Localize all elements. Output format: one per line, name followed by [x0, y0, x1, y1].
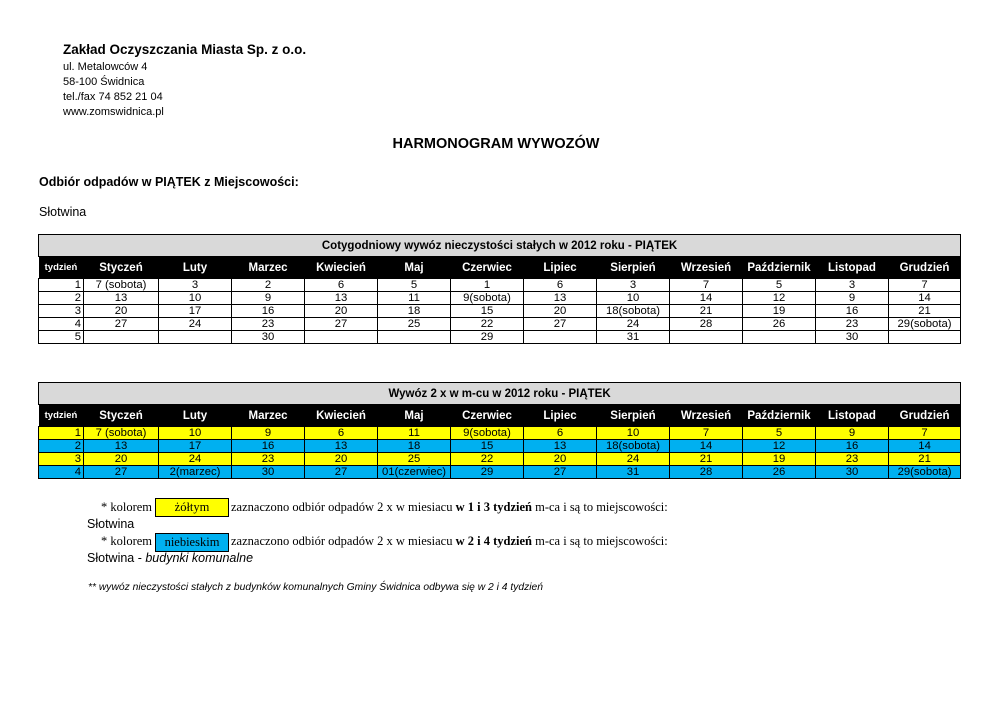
date-cell: 27 [84, 466, 159, 479]
date-cell: 6 [524, 427, 597, 440]
weekly-schedule-table [38, 234, 961, 344]
month-header: Czerwiec [451, 405, 524, 427]
table-caption: Cotygodniowy wywóz nieczystości stałych w 2012 roku - PIĄTEK [39, 235, 961, 257]
month-header: Lipiec [524, 405, 597, 427]
date-cell: 7 [670, 279, 743, 292]
legend-blue-text-before: zaznaczono odbiór odpadów 2 x w miesiacu [231, 534, 453, 548]
address-phone: tel./fax 74 852 21 04 [63, 91, 163, 103]
week-number-cell: 3 [39, 305, 84, 318]
date-cell: 29(sobota) [889, 318, 961, 331]
date-cell: 29 [451, 331, 524, 344]
date-cell: 9 [816, 292, 889, 305]
date-cell: 11 [378, 292, 451, 305]
date-cell: 30 [816, 466, 889, 479]
date-cell: 13 [305, 292, 378, 305]
date-cell: 21 [670, 453, 743, 466]
date-cell: 10 [597, 292, 670, 305]
date-cell: 28 [670, 466, 743, 479]
date-cell [743, 331, 816, 344]
date-cell: 23 [232, 318, 305, 331]
date-cell [159, 331, 232, 344]
month-header: Lipiec [524, 257, 597, 279]
footnote: ** wywóz nieczystości stałych z budynków komunalnych Gminy Świdnica odbywa się w 2 i 4 tydzień [88, 582, 543, 593]
legend-blue-locality-sep: - [134, 551, 146, 565]
date-cell: 6 [305, 427, 378, 440]
legend-yellow-text [231, 500, 668, 515]
date-cell: 7 [889, 427, 961, 440]
date-cell: 21 [889, 453, 961, 466]
month-header: Wrzesień [670, 257, 743, 279]
month-header: Czerwiec [451, 257, 524, 279]
month-header: Marzec [232, 405, 305, 427]
date-cell: 29(sobota) [889, 466, 961, 479]
date-cell [524, 331, 597, 344]
date-cell: 13 [524, 440, 597, 453]
month-header: Grudzień [889, 405, 961, 427]
legend-yellow-swatch: żółtym [155, 498, 229, 517]
date-cell: 6 [524, 279, 597, 292]
date-cell: 10 [159, 292, 232, 305]
month-header: Październik [743, 405, 816, 427]
date-cell: 14 [889, 292, 961, 305]
biweekly-schedule-table [38, 382, 961, 479]
week-number-cell: 4 [39, 318, 84, 331]
date-cell: 20 [305, 305, 378, 318]
date-cell: 3 [159, 279, 232, 292]
date-cell: 22 [451, 453, 524, 466]
table-row [39, 279, 961, 292]
month-header: Styczeń [84, 257, 159, 279]
date-cell: 23 [816, 318, 889, 331]
date-cell: 13 [84, 440, 159, 453]
subtitle: Odbiór odpadów w PIĄTEK z Miejscowości: [39, 175, 299, 189]
table-row [39, 318, 961, 331]
week-number-cell: 2 [39, 292, 84, 305]
date-cell: 5 [743, 279, 816, 292]
date-cell: 27 [305, 318, 378, 331]
month-header: Listopad [816, 405, 889, 427]
legend-blue-text-after: m-ca i są to miejscowości: [535, 534, 668, 548]
date-cell: 7 [670, 427, 743, 440]
date-cell: 18(sobota) [597, 440, 670, 453]
table-row [39, 427, 961, 440]
date-cell: 16 [816, 305, 889, 318]
date-cell: 24 [159, 453, 232, 466]
date-cell: 3 [816, 279, 889, 292]
month-header: Maj [378, 405, 451, 427]
date-cell: 31 [597, 466, 670, 479]
legend-blue-weeks: w 2 i 4 tydzień [455, 534, 532, 548]
date-cell [378, 331, 451, 344]
legend-yellow-text-after: m-ca i są to miejscowości: [535, 500, 668, 514]
month-header: Sierpień [597, 405, 670, 427]
date-cell: 20 [305, 453, 378, 466]
legend-blue-locality [87, 551, 253, 565]
date-cell: 30 [816, 331, 889, 344]
date-cell: 5 [378, 279, 451, 292]
date-cell: 23 [816, 453, 889, 466]
date-cell: 6 [305, 279, 378, 292]
date-cell: 13 [84, 292, 159, 305]
date-cell: 19 [743, 453, 816, 466]
month-header: Październik [743, 257, 816, 279]
date-cell: 30 [232, 331, 305, 344]
date-cell: 15 [451, 440, 524, 453]
date-cell [84, 331, 159, 344]
date-cell: 18 [378, 440, 451, 453]
date-cell: 14 [889, 440, 961, 453]
date-cell: 9(sobota) [451, 427, 524, 440]
date-cell: 16 [232, 305, 305, 318]
date-cell: 13 [524, 292, 597, 305]
date-cell: 27 [524, 466, 597, 479]
date-cell: 11 [378, 427, 451, 440]
date-cell: 25 [378, 318, 451, 331]
date-cell: 01(czerwiec) [378, 466, 451, 479]
date-cell: 22 [451, 318, 524, 331]
week-number-cell: 1 [39, 427, 84, 440]
date-cell: 18(sobota) [597, 305, 670, 318]
month-header: Sierpień [597, 257, 670, 279]
table-row [39, 466, 961, 479]
address-street: ul. Metalowców 4 [63, 61, 148, 73]
table-row [39, 440, 961, 453]
week-number-cell: 3 [39, 453, 84, 466]
date-cell: 26 [743, 318, 816, 331]
date-cell: 24 [597, 318, 670, 331]
legend-yellow-prefix: * kolorem [101, 500, 153, 514]
date-cell: 18 [378, 305, 451, 318]
week-number-cell: 5 [39, 331, 84, 344]
date-cell: 9 [232, 427, 305, 440]
date-cell: 7 [889, 279, 961, 292]
date-cell: 27 [524, 318, 597, 331]
table-row [39, 292, 961, 305]
month-header: Maj [378, 257, 451, 279]
date-cell: 25 [378, 453, 451, 466]
legend-blue-prefix: * kolorem [101, 534, 153, 548]
month-header: Marzec [232, 257, 305, 279]
date-cell: 9 [232, 292, 305, 305]
date-cell: 26 [743, 466, 816, 479]
table-caption: Wywóz 2 x w m-cu w 2012 roku - PIĄTEK [39, 383, 961, 405]
date-cell: 29 [451, 466, 524, 479]
date-cell: 7 (sobota) [84, 427, 159, 440]
date-cell: 5 [743, 427, 816, 440]
month-header: Listopad [816, 257, 889, 279]
date-cell: 20 [84, 305, 159, 318]
date-cell: 12 [743, 292, 816, 305]
date-cell: 24 [159, 318, 232, 331]
date-cell: 14 [670, 440, 743, 453]
month-header: Luty [159, 405, 232, 427]
week-column-header: tydzień [39, 405, 84, 427]
date-cell: 23 [232, 453, 305, 466]
legend-blue-locality-name: Słotwina [87, 551, 135, 565]
table-row [39, 331, 961, 344]
date-cell: 16 [232, 440, 305, 453]
date-cell: 2 [232, 279, 305, 292]
month-header: Luty [159, 257, 232, 279]
date-cell [305, 331, 378, 344]
date-cell: 30 [232, 466, 305, 479]
date-cell [889, 331, 961, 344]
date-cell: 9(sobota) [451, 292, 524, 305]
date-cell: 31 [597, 331, 670, 344]
legend-yellow-weeks: w 1 i 3 tydzień [455, 500, 532, 514]
date-cell [670, 331, 743, 344]
locality-name: Słotwina [39, 205, 87, 219]
date-cell: 17 [159, 440, 232, 453]
date-cell: 7 (sobota) [84, 279, 159, 292]
address-website: www.zomswidnica.pl [63, 106, 164, 118]
week-number-cell: 1 [39, 279, 84, 292]
date-cell: 27 [305, 466, 378, 479]
date-cell: 20 [84, 453, 159, 466]
date-cell: 21 [670, 305, 743, 318]
date-cell: 14 [670, 292, 743, 305]
date-cell: 28 [670, 318, 743, 331]
address-city: 58-100 Świdnica [63, 76, 145, 88]
date-cell: 20 [524, 305, 597, 318]
date-cell: 2(marzec) [159, 466, 232, 479]
date-cell: 16 [816, 440, 889, 453]
table-row [39, 453, 961, 466]
date-cell: 21 [889, 305, 961, 318]
date-cell: 15 [451, 305, 524, 318]
week-number-cell: 4 [39, 466, 84, 479]
legend-blue-locality-note: budynki komunalne [145, 551, 254, 565]
month-header: Kwiecień [305, 405, 378, 427]
legend-blue-swatch: niebieskim [155, 533, 229, 552]
date-cell: 1 [451, 279, 524, 292]
legend-yellow-locality: Słotwina [87, 517, 135, 531]
month-header: Wrzesień [670, 405, 743, 427]
date-cell: 20 [524, 453, 597, 466]
date-cell: 3 [597, 279, 670, 292]
week-number-cell: 2 [39, 440, 84, 453]
legend-blue-text [231, 534, 668, 549]
date-cell: 9 [816, 427, 889, 440]
date-cell: 24 [597, 453, 670, 466]
table-row [39, 305, 961, 318]
date-cell: 27 [84, 318, 159, 331]
date-cell: 10 [597, 427, 670, 440]
company-name: Zakład Oczyszczania Miasta Sp. z o.o. [63, 42, 307, 57]
month-header: Grudzień [889, 257, 961, 279]
date-cell: 10 [159, 427, 232, 440]
legend-yellow-text-before: zaznaczono odbiór odpadów 2 x w miesiacu [231, 500, 453, 514]
document-title: HARMONOGRAM WYWOZÓW [392, 136, 600, 152]
month-header: Kwiecień [305, 257, 378, 279]
date-cell: 12 [743, 440, 816, 453]
month-header: Styczeń [84, 405, 159, 427]
date-cell: 13 [305, 440, 378, 453]
week-column-header: tydzień [39, 257, 84, 279]
date-cell: 19 [743, 305, 816, 318]
date-cell: 17 [159, 305, 232, 318]
